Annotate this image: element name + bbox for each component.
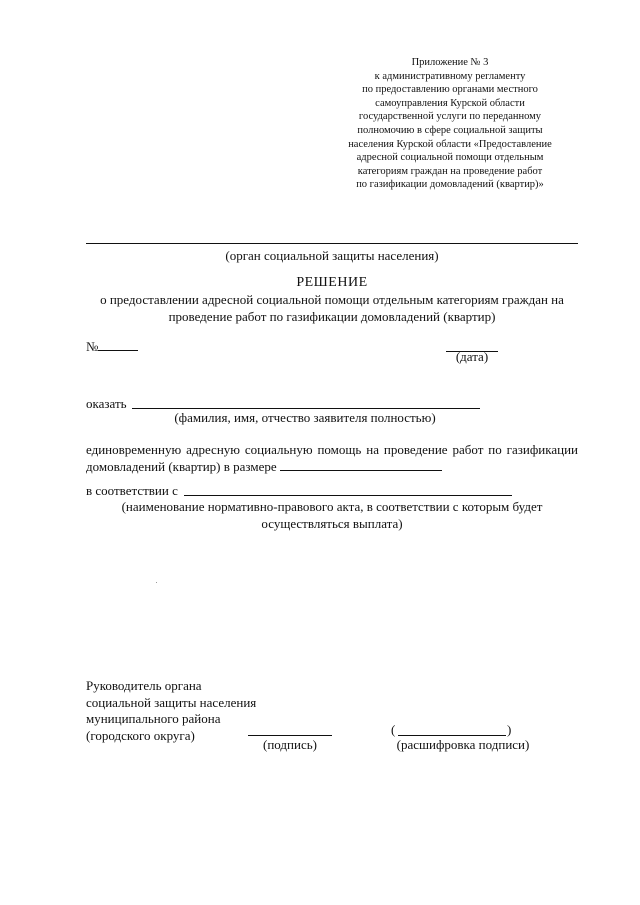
assistance-line-amount xyxy=(86,458,578,475)
signatory-line: муниципального района xyxy=(86,711,221,726)
signature-caption: (подпись) xyxy=(263,737,317,752)
subtitle-line: проведение работ по газификации домовладений (квартир) xyxy=(168,309,496,324)
caption-line: осуществляться выплата) xyxy=(261,516,403,531)
accordance-label: в соответствии с xyxy=(86,483,178,498)
appendix-line: государственной услуги по переданному xyxy=(358,111,542,123)
signatory-title xyxy=(86,678,256,744)
number-label: № xyxy=(86,339,99,354)
appendix-line: к административному регламенту xyxy=(374,70,526,82)
applicant-name-field[interactable] xyxy=(132,408,480,409)
decoding-caption: (расшифровка подписи) xyxy=(396,737,530,752)
signatory-line: Руководитель органа xyxy=(86,678,202,693)
number-field[interactable] xyxy=(98,339,138,351)
legal-act-field[interactable] xyxy=(184,495,512,496)
signatory-line: социальной защиты населения xyxy=(86,694,257,710)
appendix-header xyxy=(330,56,570,192)
organ-name-field[interactable] xyxy=(86,243,578,244)
amount-field[interactable] xyxy=(280,460,442,471)
document-title: РЕШЕНИЕ xyxy=(296,275,368,290)
document-subtitle xyxy=(86,291,578,325)
assistance-line: домовладений (квартир) в размере xyxy=(86,459,277,474)
appendix-line: адресной социальной помощи отдельным xyxy=(356,152,544,164)
caption-line: (наименование нормативно-правового акта, в соответствии с которым будет xyxy=(121,499,543,514)
appendix-line: категориям граждан на проведение работ xyxy=(357,165,543,177)
signature-field[interactable] xyxy=(248,735,332,736)
appendix-line: Приложение № 3 xyxy=(411,57,489,68)
refuse-label: оказать xyxy=(86,396,127,411)
date-caption: (дата) xyxy=(455,349,489,364)
appendix-line: по газификации домовладений (квартир)» xyxy=(356,179,544,191)
decoding-open-paren: ( xyxy=(391,722,396,737)
appendix-line: по предоставлению органами местного xyxy=(362,84,538,96)
legal-act-caption xyxy=(86,498,578,532)
appendix-line: полномочию в сфере социальной защиты xyxy=(357,124,543,136)
appendix-line: самоуправления Курской области xyxy=(375,97,525,109)
signatory-line: (городского округа) xyxy=(86,727,195,743)
assistance-line: единовременную адресную социальную помощь на проведение работ по газификации xyxy=(86,442,578,457)
scan-speck xyxy=(156,582,157,583)
signature-decoding-field[interactable] xyxy=(398,735,506,736)
assistance-paragraph xyxy=(86,441,578,475)
applicant-name-caption: (фамилия, имя, отчество заявителя полностью) xyxy=(174,410,436,425)
appendix-line: населения Курской области «Предоставление xyxy=(348,138,552,150)
decoding-close-paren: ) xyxy=(507,722,512,737)
organ-caption: (орган социальной защиты населения) xyxy=(225,248,439,263)
subtitle-line: о предоставлении адресной социальной помощи отдельным категориям граждан на xyxy=(100,292,564,307)
decision-number xyxy=(86,339,138,355)
